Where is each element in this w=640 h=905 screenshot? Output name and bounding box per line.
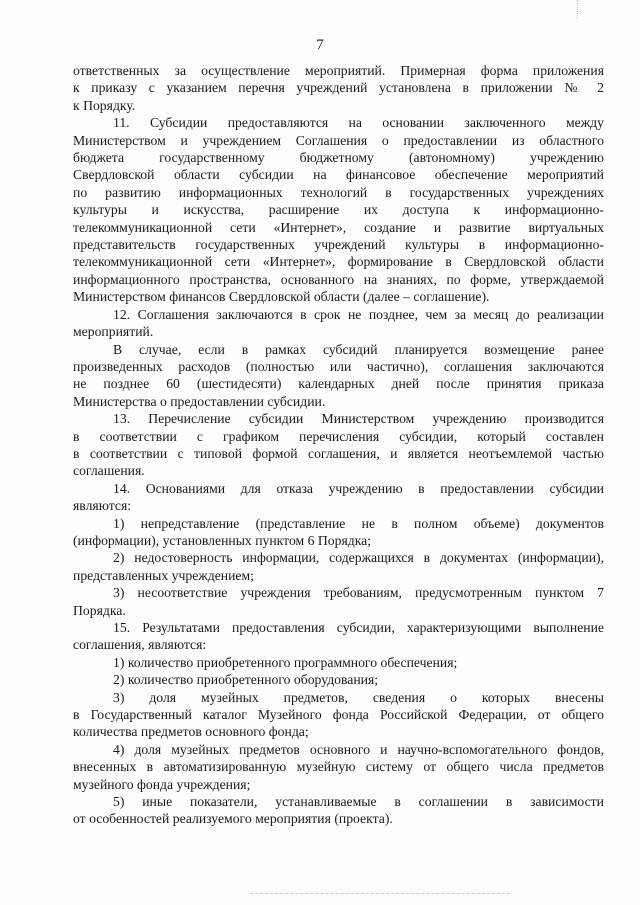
text-line: ответственных за осуществление мероприятий. Примерная форма приложения	[73, 63, 604, 78]
text-line: соглашения, являются:	[73, 637, 207, 653]
text-line: 3) доля музейных предметов, сведения о которых внесены	[113, 689, 604, 705]
text-line: информационного пространства, основанного на знаниях, по форме, утверждаемой	[73, 271, 604, 287]
text-line: 12. Соглашения заключаются в срок не позднее, чем за месяц до реализации	[113, 306, 604, 322]
text-line: 3) несоответствие учреждения требованиям, предусмотренным пунктом 7	[113, 585, 604, 601]
text-line: мероприятий.	[73, 324, 154, 340]
text-line: Свердловской области субсидии на финансовое обеспечение мероприятий	[73, 167, 604, 183]
text-line: телекоммуникационной сети «Интернет», создание и развитие виртуальных	[73, 219, 604, 235]
text-line: внесенных в автоматизированную музейную систему от общего числа предметов	[73, 759, 604, 775]
text-line: произведенных расходов (полностью или частично), соглашения заключаются	[73, 358, 604, 374]
text-line: соглашения.	[73, 463, 145, 479]
text-line: к приказу с указанием перечня учреждений установлена в приложении № 2	[73, 80, 604, 96]
text-line: 14. Основаниями для отказа учреждению в предоставлении субсидии	[113, 480, 604, 496]
text-line: к Порядку.	[73, 97, 136, 113]
text-line: культуры и искусства, расширение их доступа к информационно-	[73, 202, 604, 218]
text-line: 13. Перечисление субсидии Министерством учреждению производится	[113, 411, 604, 427]
scan-artifact	[577, 0, 580, 18]
text-line: Министерства о предоставлении субсидии.	[73, 393, 326, 409]
text-line: В случае, если в рамках субсидий планируется возмещение ранее	[113, 341, 604, 357]
text-line: бюджета государственному бюджетному (автономному) учреждению	[73, 150, 604, 166]
text-line: являются:	[73, 498, 132, 514]
scan-artifact-bottom	[250, 893, 510, 894]
text-line: телекоммуникационной сети «Интернет», формирование в Свердловской области	[73, 254, 604, 270]
text-line: 15. Результатами предоставления субсидии, характеризующими выполнение	[113, 620, 604, 635]
text-line: музейного фонда учреждения;	[73, 776, 251, 792]
document-body	[73, 62, 604, 828]
text-line: не позднее 60 (шестидесяти) календарных дней после принятия приказа	[73, 376, 604, 392]
text-line: в Государственный каталог Музейного фонда Российской Федерации, от общего	[73, 707, 604, 723]
text-line: количества предметов основного фонда;	[73, 724, 309, 740]
text-line: от особенностей реализуемого мероприятия (проекта).	[73, 811, 393, 827]
text-line: 4) доля музейных предметов основного и научно-вспомогательного фондов,	[113, 741, 604, 757]
text-line: по развитию информационных технологий в государственных учреждениях	[73, 184, 604, 200]
text-line: 2) недостоверность информации, содержащихся в документах (информации),	[113, 550, 604, 566]
text-line: Министерством финансов Свердловской области (далее – соглашение).	[73, 289, 490, 305]
text-line: 1) количество приобретенного программного обеспечения;	[113, 654, 458, 670]
text-line: 2) количество приобретенного оборудования;	[113, 672, 379, 688]
text-line: 11. Субсидии предоставляются на основании заключенного между	[113, 115, 604, 131]
text-line: (информации), установленных пунктом 6 Порядка;	[73, 532, 372, 548]
text-line: представительств государственных учреждений культуры в информационно-	[73, 237, 604, 253]
text-line: Министерством и учреждением Соглашения о предоставлении из областного	[73, 132, 604, 148]
text-line: представленных учреждением;	[73, 567, 254, 583]
text-line: Порядка.	[73, 602, 126, 618]
text-line: в соответствии с графиком перечисления субсидии, который составлен	[73, 428, 604, 444]
page-number: 7	[316, 37, 324, 53]
text-line: 1) непредставление (представление не в полном объеме) документов	[113, 515, 604, 531]
text-line: в соответствии с типовой формой соглашения, и является неотъемлемой частью	[73, 445, 604, 461]
text-line: 5) иные показатели, устанавливаемые в соглашении в зависимости	[113, 794, 604, 810]
